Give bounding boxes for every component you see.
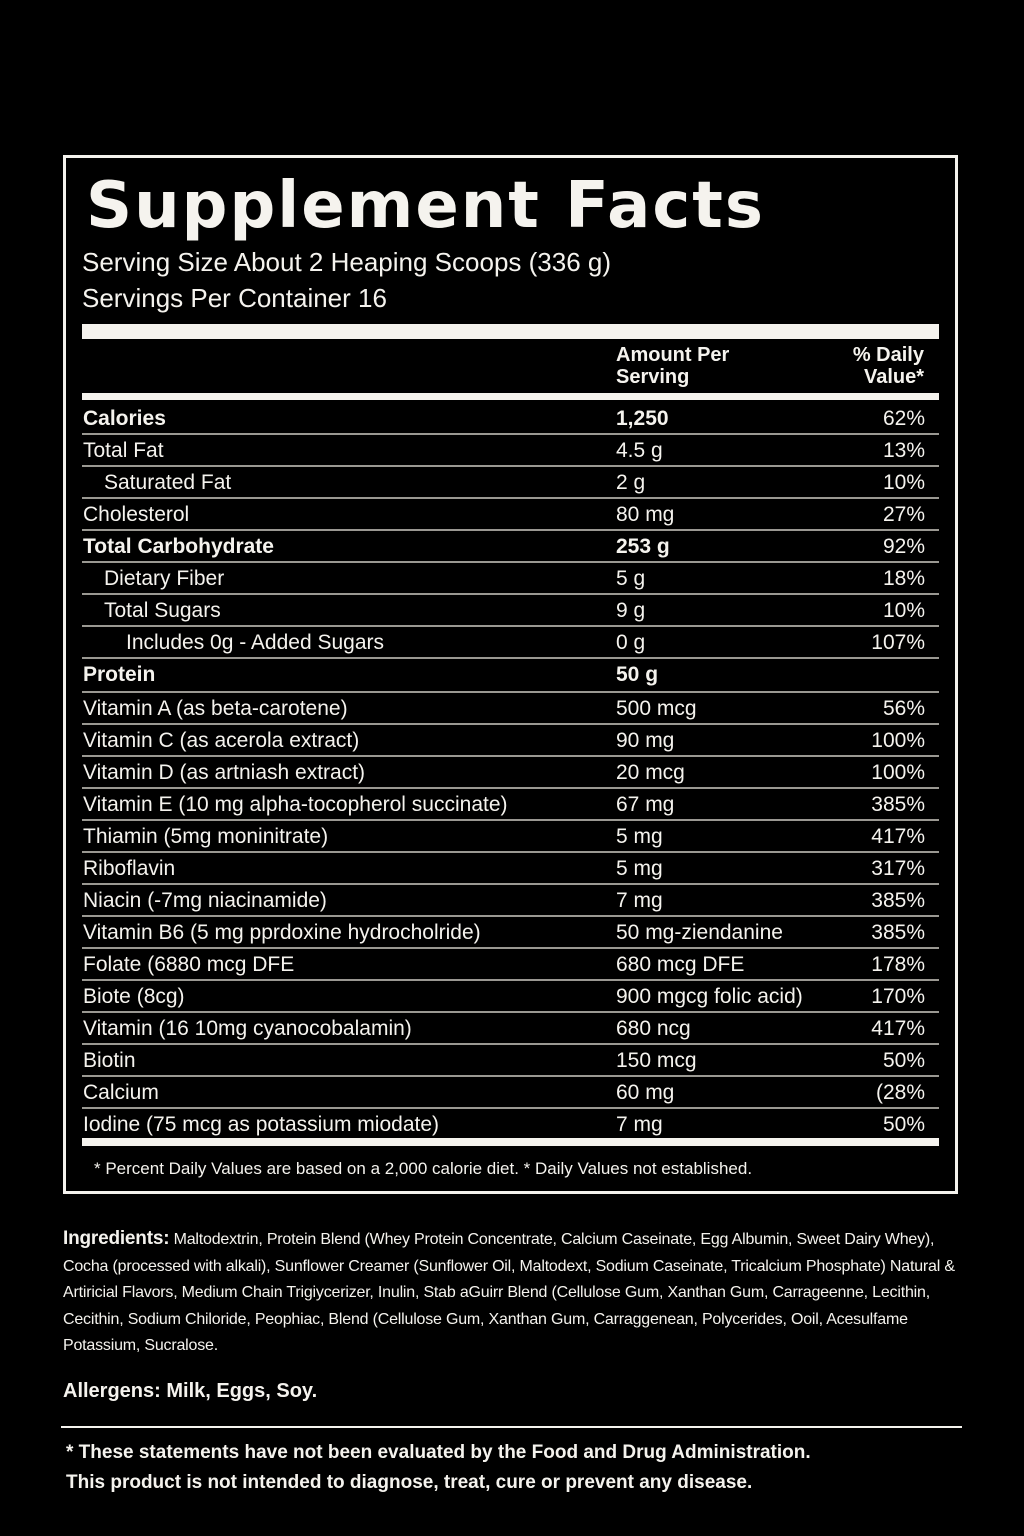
nutrient-name: Saturated Fat	[104, 471, 232, 494]
panel-title: Supplement Facts	[86, 169, 765, 243]
nutrient-amount: 1,250	[616, 407, 669, 430]
medium-divider	[82, 393, 939, 400]
nutrient-row	[82, 659, 939, 693]
nutrient-daily-value: 56%	[882, 697, 925, 720]
nutrient-row	[82, 981, 939, 1013]
nutrient-row	[82, 1077, 939, 1109]
supplement-facts-panel	[63, 155, 958, 1194]
nutrient-row	[82, 563, 939, 595]
thick-divider	[82, 324, 939, 339]
nutrient-daily-value: 27%	[882, 503, 925, 526]
nutrient-table	[82, 403, 939, 1139]
nutrient-daily-value: 107%	[871, 631, 925, 654]
daily-value-column-header	[853, 344, 924, 388]
bottom-divider	[82, 1138, 939, 1146]
nutrient-row	[82, 1109, 939, 1139]
nutrient-row	[82, 789, 939, 821]
nutrient-row	[82, 1013, 939, 1045]
nutrient-daily-value: 417%	[871, 1017, 925, 1040]
nutrient-daily-value: 13%	[882, 439, 925, 462]
nutrient-name: Cholesterol	[83, 503, 190, 526]
nutrient-name: Calcium	[83, 1081, 159, 1104]
nutrient-name: Total Sugars	[104, 599, 221, 622]
amount-column-header	[616, 344, 729, 388]
nutrient-amount: 50 g	[616, 663, 659, 686]
nutrient-row	[82, 725, 939, 757]
nutrient-name: Vitamin C (as acerola extract)	[83, 729, 360, 752]
nutrient-name: Vitamin D (as artniash extract)	[83, 761, 366, 784]
disclaimer-line1: * These statements have not been evaluated by the Food and Drug Administration.	[66, 1442, 811, 1463]
nutrient-name: Includes 0g - Added Sugars	[126, 631, 385, 654]
nutrient-amount: 7 mg	[616, 1113, 663, 1136]
allergens-statement: Allergens: Milk, Eggs, Soy.	[63, 1380, 318, 1402]
nutrient-amount: 67 mg	[616, 793, 675, 816]
nutrient-row	[82, 917, 939, 949]
nutrient-name: Dietary Fiber	[104, 567, 225, 590]
nutrient-amount: 5 g	[616, 567, 646, 590]
horizontal-rule	[61, 1426, 962, 1428]
ingredients-block	[63, 1226, 963, 1360]
nutrient-name: Biote (8cg)	[83, 985, 185, 1008]
nutrient-row	[82, 757, 939, 789]
nutrient-row	[82, 531, 939, 563]
nutrient-name: Vitamin E (10 mg alpha-tocopherol succinate)	[83, 793, 508, 816]
nutrient-daily-value: 10%	[882, 599, 925, 622]
nutrient-name: Folate (6880 mcg DFE	[83, 953, 295, 976]
nutrient-row	[82, 949, 939, 981]
nutrient-daily-value: 92%	[882, 535, 925, 558]
nutrient-row	[82, 595, 939, 627]
nutrient-amount: 150 mcg	[616, 1049, 697, 1072]
nutrient-row	[82, 693, 939, 725]
nutrient-daily-value: 417%	[871, 825, 925, 848]
nutrient-amount: 5 mg	[616, 825, 663, 848]
nutrient-daily-value: 385%	[871, 921, 925, 944]
serving-size: Serving Size About 2 Heaping Scoops (336 g)	[82, 247, 612, 277]
nutrient-row	[82, 403, 939, 435]
nutrient-name: Vitamin (16 10mg cyanocobalamin)	[83, 1017, 412, 1040]
dv-header-line2: Value*	[863, 366, 924, 388]
amount-header-line2: Serving	[616, 366, 690, 388]
nutrient-amount: 0 g	[616, 631, 646, 654]
nutrient-amount: 9 g	[616, 599, 646, 622]
nutrient-amount: 680 ncg	[616, 1017, 691, 1040]
nutrient-name: Biotin	[83, 1049, 136, 1072]
nutrient-name: Niacin (-7mg niacinamide)	[83, 889, 327, 912]
nutrient-daily-value: 178%	[871, 953, 925, 976]
nutrient-name: Calories	[83, 407, 166, 430]
nutrient-amount: 50 mg-ziendanine	[616, 921, 783, 944]
nutrient-row	[82, 1045, 939, 1077]
nutrient-amount: 20 mcg	[616, 761, 685, 784]
fda-disclaimer	[66, 1438, 811, 1498]
nutrient-name: Total Fat	[83, 439, 164, 462]
nutrient-daily-value: 50%	[882, 1049, 925, 1072]
nutrient-daily-value: 50%	[882, 1113, 925, 1136]
nutrient-name: Vitamin A (as beta-carotene)	[83, 697, 348, 720]
nutrient-name: Total Carbohydrate	[83, 535, 274, 558]
nutrient-daily-value: 100%	[871, 729, 925, 752]
nutrient-daily-value: 100%	[871, 761, 925, 784]
nutrient-row	[82, 853, 939, 885]
daily-value-footnote: * Percent Daily Values are based on a 2,000 calorie diet. * Daily Values not established.	[94, 1159, 753, 1178]
nutrient-daily-value: 385%	[871, 889, 925, 912]
nutrient-row	[82, 885, 939, 917]
nutrient-amount: 80 mg	[616, 503, 675, 526]
nutrient-amount: 60 mg	[616, 1081, 675, 1104]
nutrient-daily-value: 170%	[871, 985, 925, 1008]
nutrient-row	[82, 499, 939, 531]
nutrient-daily-value: 10%	[882, 471, 925, 494]
amount-header-line1: Amount Per	[616, 344, 730, 366]
nutrient-daily-value: 385%	[871, 793, 925, 816]
nutrient-name: Iodine (75 mcg as potassium miodate)	[83, 1113, 440, 1136]
nutrient-name: Protein	[83, 663, 156, 686]
nutrient-row	[82, 821, 939, 853]
nutrient-amount: 2 g	[616, 471, 646, 494]
servings-per-container: Servings Per Container 16	[82, 283, 387, 313]
nutrient-row	[82, 467, 939, 499]
nutrient-amount: 90 mg	[616, 729, 675, 752]
nutrient-name: Thiamin (5mg moninitrate)	[83, 825, 329, 848]
nutrient-amount: 680 mcg DFE	[616, 953, 745, 976]
ingredients-text: Maltodextrin, Protein Blend (Whey Protein Concentrate, Calcium Caseinate, Egg Albumin, Sweet Dairy Whey), Cocha (processed with alkali), Sunflower Creamer (Sunflower Oil, Maltodext, Sodium Caseinate, Tricalcium Phosphate) Natural & Artiricial Flavors, Medium Chain Trigiycerizer, Inulin, Stab aGuirr Blend (Cellulose Gum, Xanthan Gum, Carrageenne, Lecithin, Cecithin, Sodium Chiloride, Peophiac, Blend (Cellulose Gum, Xanthan Gum, Carraggenean, Polycerides, Ooil, Acesulfame Potassium, Sucralose.	[63, 1231, 955, 1354]
nutrient-name: Vitamin B6 (5 mg pprdoxine hydrocholride)	[83, 921, 481, 944]
ingredients-label: Ingredients:	[63, 1228, 170, 1249]
nutrient-daily-value: 18%	[882, 567, 925, 590]
nutrient-daily-value: 317%	[871, 857, 925, 880]
nutrient-amount: 7 mg	[616, 889, 663, 912]
disclaimer-line2: This product is not intended to diagnose, treat, cure or prevent any disease.	[66, 1472, 753, 1493]
nutrient-amount: 253 g	[616, 535, 670, 558]
nutrient-row	[82, 627, 939, 659]
nutrient-daily-value: (28%	[875, 1081, 925, 1104]
dv-header-line1: % Daily	[852, 344, 924, 366]
nutrient-daily-value: 62%	[882, 407, 925, 430]
nutrient-amount: 4.5 g	[616, 439, 663, 462]
nutrient-amount: 5 mg	[616, 857, 663, 880]
nutrient-name: Riboflavin	[83, 857, 176, 880]
nutrient-amount: 500 mcg	[616, 697, 697, 720]
nutrient-row	[82, 435, 939, 467]
nutrient-amount: 900 mgcg folic acid)	[616, 985, 803, 1008]
